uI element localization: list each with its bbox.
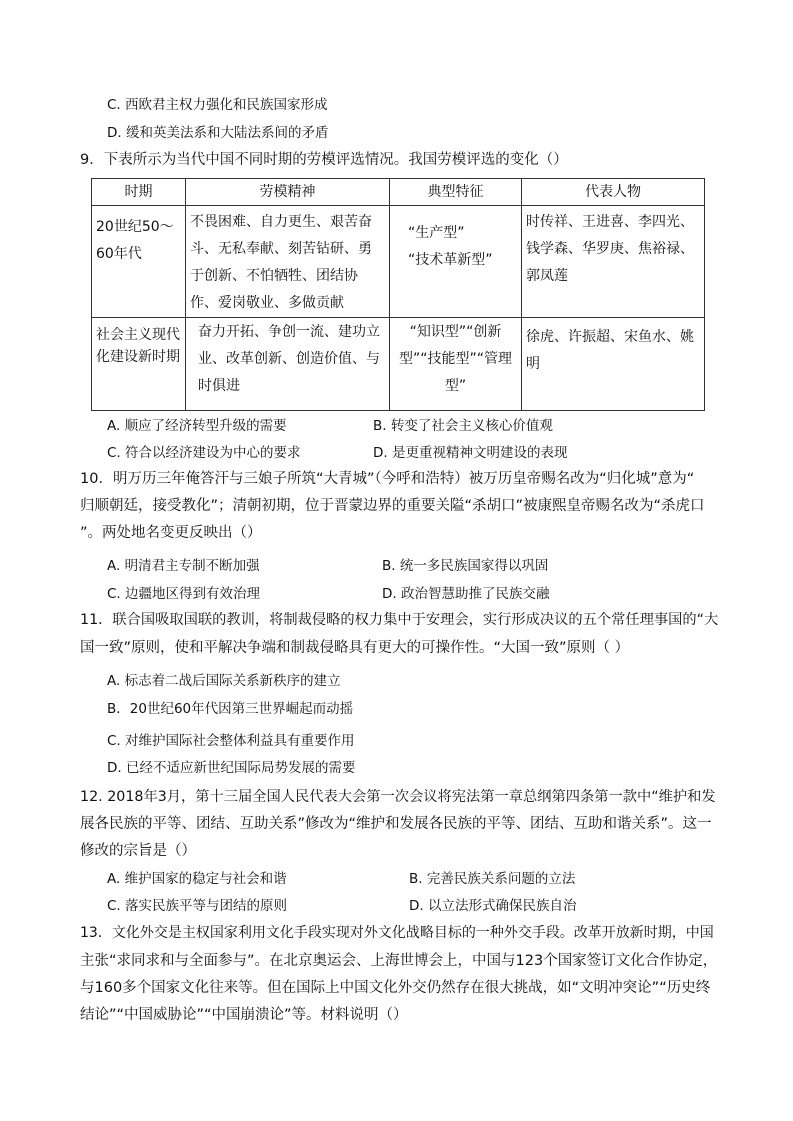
table-row [92,318,705,411]
q9-option-b: B. 转变了社会主义核心价值观 [373,418,553,434]
q9-option-d: D. 是更重视精神文明建设的表现 [373,445,568,461]
q12-option-d: D. 以立法形式确保民族自治 [409,898,577,914]
labor-model-table [91,178,705,411]
q12-option-c: C. 落实民族平等与团结的原则 [107,898,288,914]
table-header-row [92,179,705,206]
q11-option-c: C. 对维护国际社会整体利益具有重要作用 [107,733,355,749]
q12-option-a: A. 维护国家的稳定与社会和谐 [107,871,287,887]
q9-option-c: C. 符合以经济建设为中心的要求 [107,445,301,461]
table-header-spirit: 劳模精神 [186,179,390,206]
q8-option-d: D. 缓和英美法系和大陆法系间的矛盾 [107,125,329,141]
q12-option-b: B. 完善民族关系问题的立法 [409,871,576,887]
q13-stem-line: 结论”“中国威胁论”“中国崩溃论”等。材料说明（） [80,1007,408,1023]
table-cell-spirit: 奋力开拓、争创一流、建功立业、改革创新、创造价值、与时俱进 [186,318,390,411]
table-cell-people: 时传祥、王进喜、李四光、钱学森、华罗庚、焦裕禄、郭凤莲 [522,206,705,318]
q11-option-d: D. 已经不适应新世纪国际局势发展的需要 [107,760,356,776]
table-cell-people: 徐虎、许振超、宋鱼水、姚明 [522,318,705,411]
q12-stem-line: 展各民族的平等、团结、互助关系”修改为“维护和发展各民族的平等、团结、互助和谐关系”。这一 [80,816,712,832]
q11-stem-line: 11．联合国吸取国联的教训，将制裁侵略的权力集中于安理会，实行形成决议的五个常任理事国的“大 [80,612,719,628]
q10-option-a: A. 明清君主专制不断加强 [107,558,260,574]
q10-stem-line: 归顺朝廷，接受教化”；清朝初期，位于晋蒙边界的重要关隘“杀胡口”被康熙皇帝赐名改为“杀虎口 [80,498,705,514]
q11-option-a: A. 标志着二战后国际关系新秩序的建立 [107,673,341,689]
table-header-feature: 典型特征 [390,179,522,206]
q11-stem-line: 国一致”原则，使和平解决争端和制裁侵略具有更大的可操作性。“大国一致”原则（ ） [80,640,630,656]
q8-option-c: C. 西欧君主权力强化和民族国家形成 [107,97,328,113]
feature-line: “生产型” [408,225,465,241]
q10-stem-line: 10．明万历三年俺答汗与三娘子所筑“大青城”（今呼和浩特）被万历皇帝赐名改为“归化城”意为“ [80,471,695,487]
feature-line: “技术革新型” [408,252,493,268]
q12-stem-line: 12. 2018年3月，第十三届全国人民代表大会第一次会议将宪法第一章总纲第四条第一款中“维护和发 [80,789,716,805]
table-cell-period: 20世纪50～60年代 [92,206,186,318]
table-cell-feature: “知识型”“创新型”“技能型”“管理型” [390,318,522,411]
q9-option-a: A. 顺应了经济转型升级的需要 [107,418,287,434]
q13-stem-line: 与160多个国家文化往来等。但在国际上中国文化外交仍然存在很大挑战，如“文明冲突论”“历史终 [80,980,711,996]
table-row [92,206,705,318]
q10-option-b: B. 统一多民族国家得以巩固 [382,558,549,574]
q12-stem-line: 修改的宗旨是（） [80,843,196,859]
q11-option-b: B．20世纪60年代因第三世界崛起而动摇 [107,701,354,717]
q13-stem-line: 13．文化外交是主权国家利用文化手段实现对外文化战略目标的一种外交手段。改革开放新时期，中国 [80,925,714,941]
q10-stem-line: ”。两处地名变更反映出（） [80,525,262,541]
q13-stem-line: 主张“求同求和与全面参与”。在北京奥运会、上海世博会上，中国与123个国家签订文化合作协定， [80,953,718,969]
table-cell-period: 社会主义现代化建设新时期 [92,318,186,411]
table-cell-spirit: 不畏困难、自力更生、艰苦奋斗、无私奉献、刻苦钻研、勇于创新、不怕牺牲、团结协作、爱岗敬业、多做贡献 [186,206,390,318]
table-cell-feature [390,206,522,318]
table-header-people: 代表人物 [522,179,705,206]
table-header-period: 时期 [92,179,186,206]
q10-option-c: C. 边疆地区得到有效治理 [107,586,261,602]
q10-option-d: D. 政治智慧助推了民族交融 [382,586,550,602]
q9-stem: 9．下表所示为当代中国不同时期的劳模评选情况。我国劳模评选的变化（） [80,152,568,168]
